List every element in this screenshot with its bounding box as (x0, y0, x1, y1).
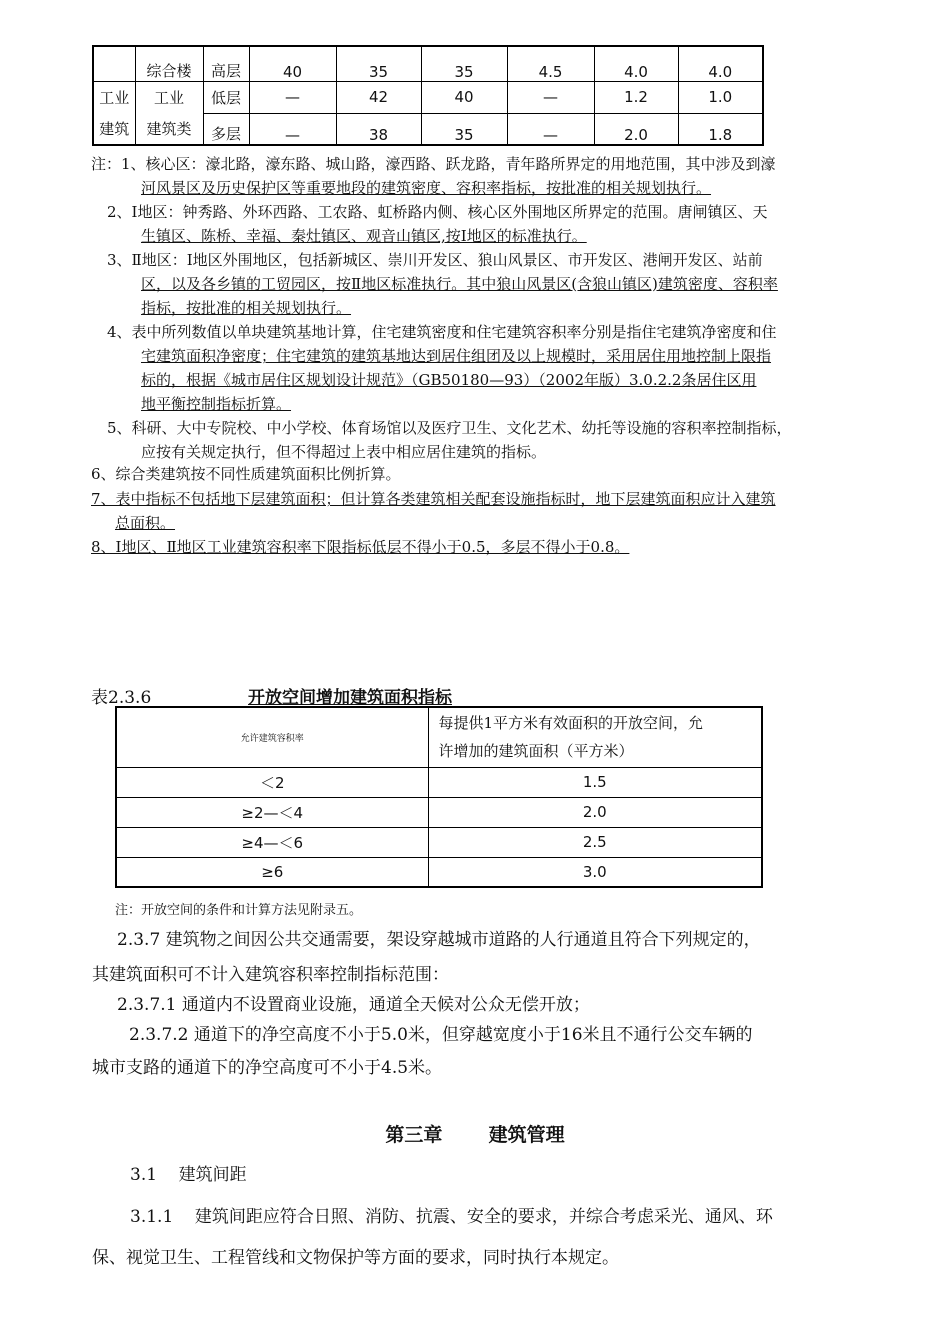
note-line: 地平衡控制指标折算。 (141, 395, 292, 413)
header-cell (428, 707, 762, 767)
note-1 (91, 152, 776, 200)
density-ratio-table (92, 45, 764, 146)
table-row (93, 46, 763, 81)
table-cell: — (507, 81, 594, 113)
table-cell (93, 46, 135, 81)
table-row (93, 81, 763, 113)
chapter-title: 第三章 建筑管理 (385, 1124, 565, 1146)
table-caption-label: 表2.3.6 (91, 688, 152, 708)
header-line: 每提供1平方米有效面积的开放空间，允 (438, 714, 704, 733)
table-cell: 35 (421, 113, 507, 145)
note-line: 注：1、核心区：濠北路，濠东路、城山路，濠西路、跃龙路，青年路所界定的用地范围，其中涉及到濠 (91, 155, 776, 173)
paragraph-2-3-7-2-cont: 城市支路的通道下的净空高度可不小于4.5米。 (92, 1058, 443, 1078)
note-7 (91, 487, 776, 535)
note-line: 区，以及各乡镇的工贸园区，按Ⅱ地区标准执行。其中狼山风景区(含狼山镇区)建筑密度、容积率 (141, 275, 778, 293)
note-line: 生镇区、陈桥、幸福、秦灶镇区、观音山镇区,按Ⅰ地区的标准执行。 (141, 227, 587, 245)
table-footnote: 注：开放空间的条件和计算方法见附录五。 (115, 903, 363, 918)
table-row (116, 797, 762, 827)
table-cell: ≥6 (116, 857, 428, 887)
table-cell: — (249, 81, 336, 113)
note-line: 2、Ⅰ地区：钟秀路、外环西路、工农路、虹桥路内侧、核心区外围地区所界定的范围。唐闸镇区、天 (107, 203, 768, 221)
table-cell: ＜2 (116, 767, 428, 797)
note-line: 8、Ⅰ地区、Ⅱ地区工业建筑容积率下限指标低层不得小于0.5，多层不得小于0.8。 (91, 538, 630, 556)
table-cell: 建筑 (93, 113, 135, 145)
note-line: 7、表中指标不包括地下层建筑面积；但计算各类建筑相关配套设施指标时，地下层建筑面积应计入建筑 (91, 490, 776, 508)
header-line: 许增加的建筑面积（平方米） (438, 742, 634, 761)
note-8 (91, 535, 629, 559)
paragraph-2-3-7-cont: 其建筑面积可不计入建筑容积率控制指标范围： (92, 965, 449, 985)
table-cell: 2.0 (428, 797, 762, 827)
table-cell: — (507, 113, 594, 145)
table-cell: ≥4—＜6 (116, 827, 428, 857)
table-cell: 35 (336, 46, 421, 81)
table-row (116, 767, 762, 797)
note-line: 指标，按批准的相关规划执行。 (141, 299, 352, 317)
table-cell: 42 (336, 81, 421, 113)
note-line: 4、表中所列数值以单块建筑基地计算，住宅建筑密度和住宅建筑容积率分别是指住宅建筑净密度和住 (107, 323, 777, 341)
table-row (93, 113, 763, 145)
note-2 (107, 200, 767, 248)
note-5 (107, 416, 792, 464)
section-3-1-heading: 3.1 建筑间距 (130, 1165, 247, 1185)
table-cell: 工业 (135, 81, 203, 113)
table-caption-title: 开放空间增加建筑面积指标 (248, 688, 452, 708)
table-row (116, 857, 762, 887)
paragraph-3-1-1-cont: 保、视觉卫生、工程管线和文物保护等方面的要求，同时执行本规定。 (92, 1248, 619, 1268)
table-cell: 35 (421, 46, 507, 81)
table-cell: 综合楼 (135, 46, 203, 81)
note-line: 标的，根据《城市居住区规划设计规范》（GB50180—93）（2002年版）3.0.2.2条居住区用 (141, 371, 757, 389)
table-cell: 2.5 (428, 827, 762, 857)
header-cell: 允许建筑容积率 (116, 707, 428, 767)
table-cell: 40 (421, 81, 507, 113)
table-cell: 高层 (203, 46, 249, 81)
table-cell: 2.0 (594, 113, 678, 145)
table-cell: 1.5 (428, 767, 762, 797)
table-cell: 3.0 (428, 857, 762, 887)
note-line: 6、综合类建筑按不同性质建筑面积比例折算。 (91, 465, 401, 483)
note-line: 3、Ⅱ地区：Ⅰ地区外围地区，包括新城区、崇川开发区、狼山风景区、市开发区、港闸开发区、站前 (107, 251, 763, 269)
table-header-row (116, 707, 762, 767)
table-cell: — (249, 113, 336, 145)
paragraph-2-3-7: 2.3.7 建筑物之间因公共交通需要，架设穿越城市道路的人行通道且符合下列规定的， (117, 930, 761, 950)
note-line: 5、科研、大中专院校、中小学校、体育场馆以及医疗卫生、文化艺术、幼托等设施的容积率控制指标， (107, 419, 792, 437)
note-line: 应按有关规定执行，但不得超过上表中相应居住建筑的指标。 (141, 443, 547, 461)
table-cell: 1.0 (678, 81, 763, 113)
table-cell: 38 (336, 113, 421, 145)
table-cell: 1.8 (678, 113, 763, 145)
table-cell: 40 (249, 46, 336, 81)
note-line: 总面积。 (115, 514, 176, 532)
table-cell: 低层 (203, 81, 249, 113)
table-cell: 建筑类 (135, 113, 203, 145)
table-cell: 4.0 (594, 46, 678, 81)
note-4 (107, 320, 777, 416)
table-cell: 4.0 (678, 46, 763, 81)
table-cell: 4.5 (507, 46, 594, 81)
table-cell: 多层 (203, 113, 249, 145)
note-3 (107, 248, 778, 320)
note-6 (91, 462, 401, 486)
open-space-table (115, 706, 763, 888)
paragraph-2-3-7-1: 2.3.7.1 通道内不设置商业设施，通道全天候对公众无偿开放； (117, 995, 590, 1015)
table-cell: 1.2 (594, 81, 678, 113)
table-row (116, 827, 762, 857)
table-cell: ≥2—＜4 (116, 797, 428, 827)
table-cell: 工业 (93, 81, 135, 113)
paragraph-3-1-1: 3.1.1 建筑间距应符合日照、消防、抗震、安全的要求，并综合考虑采光、通风、环 (130, 1207, 773, 1227)
paragraph-2-3-7-2: 2.3.7.2 通道下的净空高度不小于5.0米，但穿越宽度小于16米且不通行公交车辆的 (129, 1025, 753, 1045)
note-line: 宅建筑面积净密度；住宅建筑的建筑基地达到居住组团及以上规模时，采用居住用地控制上限指 (141, 347, 772, 365)
note-line: 河风景区及历史保护区等重要地段的建筑密度、容积率指标，按批准的相关规划执行。 (141, 179, 712, 197)
